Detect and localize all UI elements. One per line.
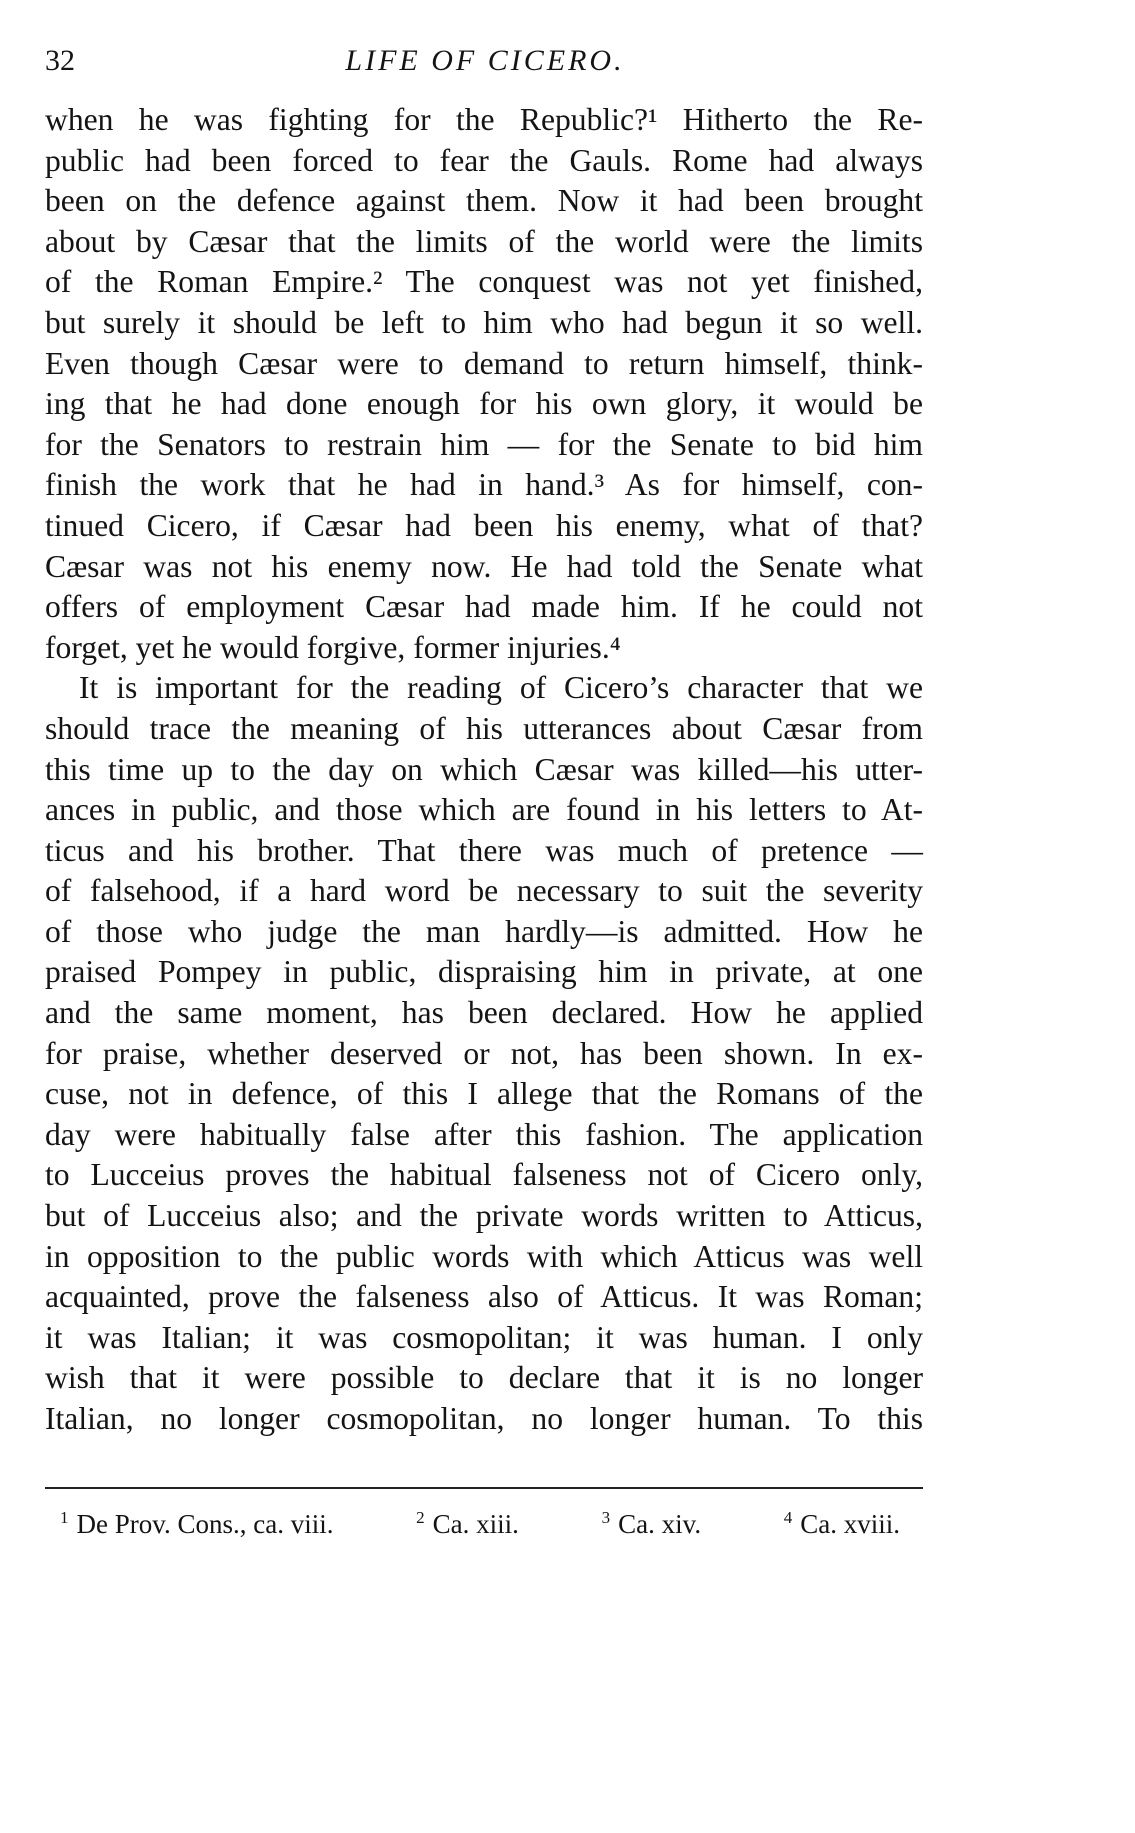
text-line: of the Roman Empire.² The conquest was not yet finished, (45, 264, 923, 300)
page-header (45, 44, 925, 84)
footnote-text: Ca. xviii. (800, 1509, 900, 1539)
footnote-divider (45, 1487, 923, 1489)
text-line: praised Pompey in public, dispraising him in private, at one (45, 954, 923, 990)
text-line: to Lucceius proves the habitual falseness not of Cicero only, (45, 1157, 923, 1193)
text-line: It is important for the reading of Cicero’s character that we (79, 670, 923, 706)
text-line: finish the work that he had in hand.³ As for himself, con- (45, 467, 923, 503)
page-number: 32 (45, 44, 75, 77)
text-line: ances in public, and those which are found in his letters to At- (45, 792, 923, 828)
footnote-mark: 1 (60, 1508, 69, 1527)
text-line: acquainted, prove the falseness also of Atticus. It was Roman; (45, 1279, 923, 1315)
text-line: and the same moment, has been declared. How he applied (45, 995, 923, 1031)
text-line: in opposition to the public words with which Atticus was well (45, 1238, 923, 1274)
footnotes (60, 1508, 900, 1540)
footnote (60, 1508, 333, 1540)
footnote (784, 1508, 900, 1540)
text-line: but of Lucceius also; and the private words written to Atticus, (45, 1198, 923, 1234)
text-line: been on the defence against them. Now it had been brought (45, 183, 923, 219)
text-line: but surely it should be left to him who had begun it so well. (45, 304, 923, 340)
text-line: Cæsar was not his enemy now. He had told the Senate what (45, 548, 923, 584)
text-line: for praise, whether deserved or not, has been shown. In ex- (45, 1035, 923, 1071)
text-line: of those who judge the man hardly—is admitted. How he (45, 913, 923, 949)
text-line: day were habitually false after this fashion. The application (45, 1116, 923, 1152)
text-line: for the Senators to restrain him — for the Senate to bid him (45, 426, 923, 462)
body-text (45, 100, 923, 1440)
text-line: ticus and his brother. That there was much of pretence — (45, 832, 923, 868)
text-line: Even though Cæsar were to demand to return himself, think- (45, 345, 923, 381)
text-line: forget, yet he would forgive, former injuries.⁴ (45, 629, 621, 665)
text-line: when he was fighting for the Republic?¹ Hitherto the Re- (45, 102, 923, 137)
footnote-text: Ca. xiii. (432, 1509, 519, 1539)
text-line: Italian, no longer cosmopolitan, no longer human. To this (45, 1401, 923, 1436)
text-line: about by Cæsar that the limits of the world were the limits (45, 223, 923, 259)
text-line: public had been forced to fear the Gauls. Rome had always (45, 142, 923, 178)
text-line: should trace the meaning of his utterances about Cæsar from (45, 710, 923, 746)
text-line: cuse, not in defence, of this I allege that the Romans of the (45, 1076, 923, 1112)
footnote (602, 1508, 702, 1540)
text-line: tinued Cicero, if Cæsar had been his enemy, what of that? (45, 507, 923, 543)
running-title: LIFE OF CICERO. (345, 44, 625, 77)
text-line: wish that it were possible to declare that it is no longer (45, 1360, 923, 1396)
text-line: it was Italian; it was cosmopolitan; it was human. I only (45, 1319, 923, 1355)
footnote-mark: 2 (416, 1508, 425, 1527)
footnote-text: De Prov. Cons., ca. viii. (76, 1509, 334, 1539)
footnote-mark: 4 (783, 1508, 793, 1527)
text-line: offers of employment Cæsar had made him. If he could not (45, 589, 923, 625)
text-line: of falsehood, if a hard word be necessary to suit the severity (45, 873, 923, 909)
footnote-text: Ca. xiv. (618, 1509, 702, 1539)
text-line: ing that he had done enough for his own glory, it would be (45, 386, 923, 422)
footnote-mark: 3 (601, 1508, 611, 1527)
footnote (416, 1508, 519, 1540)
text-line: this time up to the day on which Cæsar was killed—his utter- (45, 751, 923, 787)
